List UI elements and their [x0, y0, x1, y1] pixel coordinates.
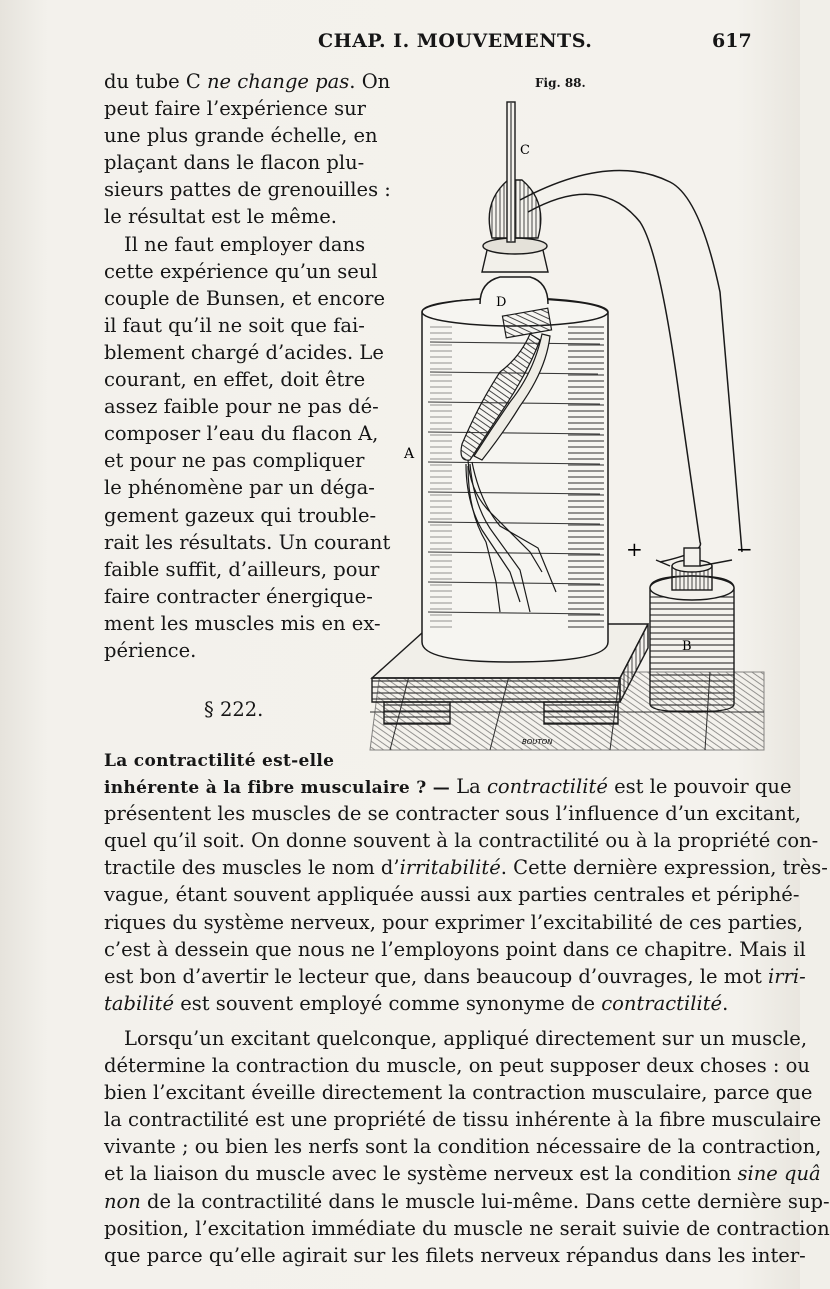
- text-line: composer l’eau du flacon A,: [104, 422, 379, 446]
- stopper: [482, 102, 548, 272]
- text-line: cette expérience qu’un seul: [104, 259, 378, 283]
- paragraph-spacer: [104, 1017, 764, 1025]
- text-line: faible suffit, d’ailleurs, pour: [104, 557, 380, 581]
- text-line: ment les muscles mis en ex-: [104, 611, 381, 635]
- text-line: la contractilité est une propriété de tissu inhérente à la fibre musculaire: [104, 1108, 822, 1132]
- text-line: présentent les muscles de se contracter sous l’influence d’un excitant,: [104, 802, 801, 826]
- figure-caption: Fig. 88.: [535, 76, 586, 90]
- running-title: CHAP. I. MOUVEMENTS.: [318, 30, 593, 52]
- text-line: sieurs pattes de grenouilles :: [104, 178, 391, 202]
- italic-text: contractilité: [487, 775, 608, 799]
- text-span: est le pouvoir que: [607, 775, 792, 799]
- text-line: [104, 68, 391, 95]
- figure-label-minus: −: [736, 537, 753, 561]
- text-line: peut faire l’expérience sur: [104, 97, 366, 121]
- text-line: [104, 963, 806, 990]
- page-header: [0, 30, 800, 56]
- text-line: bien l’excitant éveille directement la contraction musculaire, parce que: [104, 1081, 813, 1105]
- main-text-block: [104, 746, 830, 1269]
- text-span: du tube C: [104, 70, 207, 93]
- figure-label-d: D: [496, 295, 507, 310]
- text-line: Lorsqu’un excitant quelconque, appliqué directement sur un muscle,: [124, 1026, 808, 1050]
- text-line: il faut qu’il ne soit que fai-: [104, 313, 365, 337]
- text-line: [104, 854, 828, 881]
- text-line: [104, 1160, 821, 1187]
- text-line: le phénomène par un déga-: [104, 476, 375, 500]
- text-line: courant, en effet, doit être: [104, 368, 366, 392]
- text-line: gement gazeux qui trouble-: [104, 503, 377, 527]
- left-column-text: [104, 68, 391, 664]
- text-line: vague, étant souvent appliquée aussi aux parties centrales et périphé-: [104, 883, 800, 907]
- text-line: assez faible pour ne pas dé-: [104, 395, 379, 419]
- page-number: 617: [712, 30, 752, 52]
- engraving-figure: [370, 72, 764, 752]
- text-line: [104, 1188, 830, 1215]
- italic-text: non: [104, 1189, 141, 1213]
- italic-text: contractilité: [601, 991, 723, 1015]
- section-heading-line: [104, 746, 764, 773]
- text-span: est bon d’avertir le lecteur que, dans beaucoup d’ouvrages, le mot: [104, 964, 769, 988]
- text-line: [104, 990, 764, 1017]
- figure-label-b: B: [682, 639, 692, 654]
- text-line: riques du système nerveux, pour exprimer l’excitabilité de ces parties,: [104, 910, 804, 934]
- text-span: La: [456, 775, 488, 799]
- text-span: est souvent employé comme synonyme de: [174, 991, 602, 1015]
- text-span: . Cette dernière expression, très-: [500, 856, 828, 880]
- section-number: § 222.: [204, 698, 264, 721]
- text-line: et pour ne pas compliquer: [104, 449, 365, 473]
- text-span: et la liaison du muscle avec le système nerveux est la condition: [104, 1162, 738, 1186]
- text-line: [104, 773, 792, 800]
- text-line: blement chargé d’acides. Le: [104, 340, 384, 364]
- text-span: de la contractilité dans le muscle lui-même. Dans cette dernière sup-: [140, 1189, 830, 1213]
- text-line: rait les résultats. Un courant: [104, 530, 391, 554]
- figure-label-c: C: [520, 143, 530, 158]
- italic-text: ne change pas: [206, 70, 350, 93]
- text-line: c’est à dessein que nous ne l’employons point dans ce chapitre. Mais il: [104, 937, 806, 961]
- text-span: tractile des muscles le nom d’: [104, 856, 400, 880]
- text-line: le résultat est le même.: [104, 205, 337, 229]
- text-line: faire contracter énergique-: [104, 584, 373, 608]
- figure-label-a: A: [404, 446, 415, 462]
- section-heading-continued: inhérente à la fibre musculaire ? —: [104, 778, 451, 799]
- text-line: détermine la contraction du muscle, on peut supposer deux choses : ou: [104, 1054, 810, 1078]
- text-span: . On: [349, 70, 391, 93]
- text-line: une plus grande échelle, en: [104, 124, 378, 148]
- italic-text: tabilité: [104, 991, 175, 1015]
- text-line: plaçant dans le flacon plu-: [104, 151, 365, 175]
- text-line: quel qu’il soit. On donne souvent à la contractilité ou à la propriété con-: [104, 829, 819, 853]
- text-line: vivante ; ou bien les nerfs sont la condition nécessaire de la contraction,: [104, 1135, 822, 1159]
- italic-text: sine quâ: [737, 1162, 821, 1186]
- engraver-signature: BOUTON: [522, 738, 553, 746]
- text-line: périence.: [104, 638, 197, 662]
- italic-text: irri-: [768, 964, 806, 988]
- bunsen-cell: [650, 548, 734, 712]
- italic-text: irritabilité: [399, 856, 501, 880]
- text-line: couple de Bunsen, et encore: [104, 286, 386, 310]
- text-span: .: [722, 991, 729, 1015]
- section-heading: La contractilité est-elle: [104, 751, 335, 771]
- text-line: position, l’excitation immédiate du muscle ne serait suivie de contraction: [104, 1216, 830, 1240]
- figure-label-plus: +: [626, 537, 643, 561]
- text-line: Il ne faut employer dans: [124, 232, 366, 256]
- text-line: que parce qu’elle agirait sur les filets nerveux répandus dans les inter-: [104, 1243, 806, 1267]
